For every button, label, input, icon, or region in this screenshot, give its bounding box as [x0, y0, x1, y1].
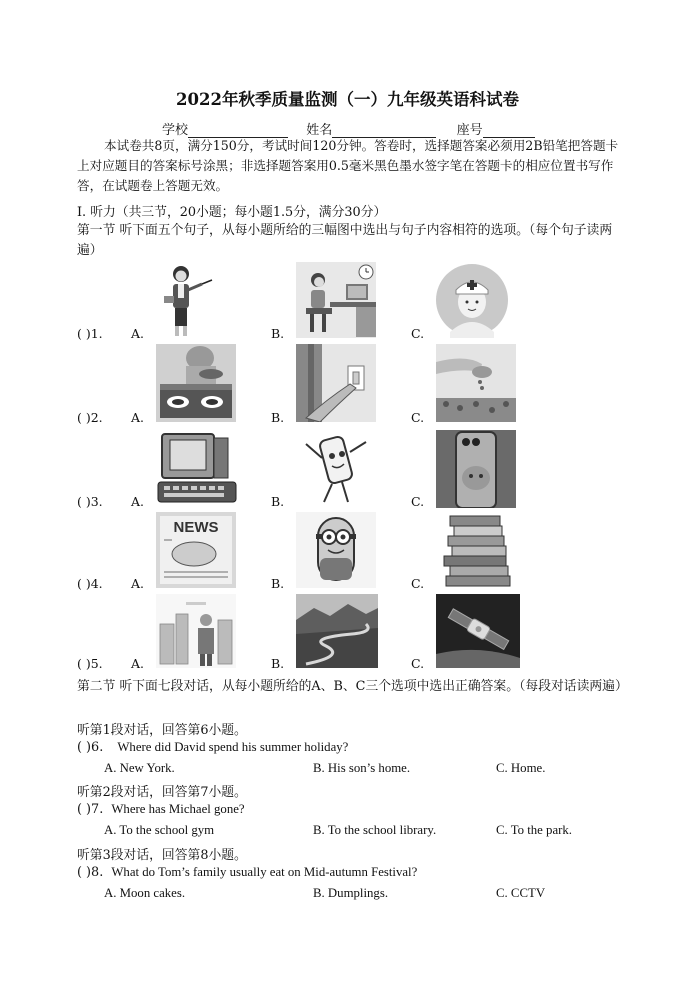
option-c-label: C.	[411, 656, 425, 671]
seat-label: 座号	[456, 123, 483, 138]
question-6-text: Where did David spend his summer holiday?	[117, 740, 349, 754]
option-c-label: C.	[411, 326, 425, 341]
question-7-option-c[interactable]: C. To the park.	[496, 823, 572, 837]
option-b-label: B.	[271, 410, 285, 425]
question-7-text: Where has Michael gone?	[111, 802, 245, 816]
question-8-option-a[interactable]: A. Moon cakes.	[104, 886, 186, 900]
office-worker-icon[interactable]	[296, 262, 376, 338]
question-6-option-b[interactable]: B. His son’s home.	[313, 761, 411, 775]
exam-instructions: 本试卷共8页，满分150分，考试时间120分钟。答卷时，选择题答案必须用2B铅笔把答题卡上对应题目的答案标号涂黑；非选择题答案用0.5毫米黑色墨水签字笔在答题卡的相应位置书写作答，在试题卷上答题无效。	[77, 138, 619, 193]
question-8-text: What do Tom’s family usually eat on Mid-autumn Festival?	[111, 865, 418, 879]
question-7-option-a[interactable]: A. To the school gym	[104, 823, 215, 837]
option-b-label: B.	[271, 576, 285, 591]
newspaper-icon[interactable]	[156, 512, 236, 588]
pouring-seeds-icon[interactable]	[436, 344, 516, 422]
cartoon-phone-icon[interactable]	[296, 430, 376, 508]
question-1-number[interactable]: ( )1.	[77, 326, 103, 341]
question-8-row	[77, 865, 417, 880]
name-label: 姓名	[306, 123, 333, 138]
option-a-label: A.	[131, 410, 145, 425]
question-6-number[interactable]: ( )6.	[77, 740, 104, 755]
option-c-label: C.	[411, 410, 425, 425]
option-a-label: A.	[131, 576, 145, 591]
question-5-number[interactable]: ( )5.	[77, 656, 103, 671]
question-7-row	[77, 802, 245, 817]
option-b-label: B.	[271, 494, 285, 509]
mountain-road-icon[interactable]	[296, 594, 378, 668]
question-6-option-a[interactable]: A. New York.	[104, 761, 175, 775]
smartphone-icon[interactable]	[436, 430, 516, 508]
light-switch-icon[interactable]	[296, 344, 376, 422]
page-title: 2022年秋季质量监测（一）九年级英语科试卷	[176, 90, 519, 109]
section-heading: I. 听力（共三节，20小题；每小题1.5分，满分30分）	[77, 205, 387, 220]
city-health-icon[interactable]	[156, 594, 236, 668]
part1-instruction: 第一节 听下面五个句子，从每小题所给的三幅图中选出与句子内容相符的选项。（每个句子读两遍）	[77, 223, 613, 258]
teacher-icon[interactable]	[156, 262, 216, 338]
question-2-number[interactable]: ( )2.	[77, 410, 103, 425]
dialogue-1-intro: 听第1段对话，回答第6小题。	[77, 723, 247, 738]
old-computer-icon[interactable]	[156, 430, 238, 508]
school-label: 学校	[162, 123, 189, 138]
question-7-option-b[interactable]: B. To the school library.	[313, 823, 437, 837]
cooking-stove-icon[interactable]	[156, 344, 236, 422]
question-4-number[interactable]: ( )4.	[77, 576, 103, 591]
question-8-option-c[interactable]: C. CCTV	[496, 886, 546, 900]
question-3-number[interactable]: ( )3.	[77, 494, 103, 509]
book-stack-icon[interactable]	[436, 512, 516, 588]
question-7-number[interactable]: ( )7.	[77, 802, 104, 817]
dialogue-3-intro: 听第3段对话，回答第8小题。	[77, 848, 247, 863]
option-a-label: A.	[131, 494, 145, 509]
nurse-icon[interactable]	[436, 262, 508, 338]
option-b-label: B.	[271, 326, 285, 341]
question-6-option-c[interactable]: C. Home.	[496, 761, 546, 775]
minion-icon[interactable]	[296, 512, 376, 588]
option-a-label: A.	[131, 656, 145, 671]
option-a-label: A.	[131, 326, 145, 341]
option-c-label: C.	[411, 576, 425, 591]
option-c-label: C.	[411, 494, 425, 509]
part2-instruction: 第二节 听下面七段对话，从每小题所给的A、B、C三个选项中选出正确答案。（每段对话读两遍）	[77, 679, 628, 694]
space-station-icon[interactable]	[436, 594, 520, 668]
option-b-label: B.	[271, 656, 285, 671]
dialogue-2-intro: 听第2段对话，回答第7小题。	[77, 785, 247, 800]
news-label: NEWS	[173, 519, 219, 536]
question-8-option-b[interactable]: B. Dumplings.	[313, 886, 389, 900]
question-8-number[interactable]: ( )8.	[77, 865, 104, 880]
question-6-row	[77, 740, 348, 755]
